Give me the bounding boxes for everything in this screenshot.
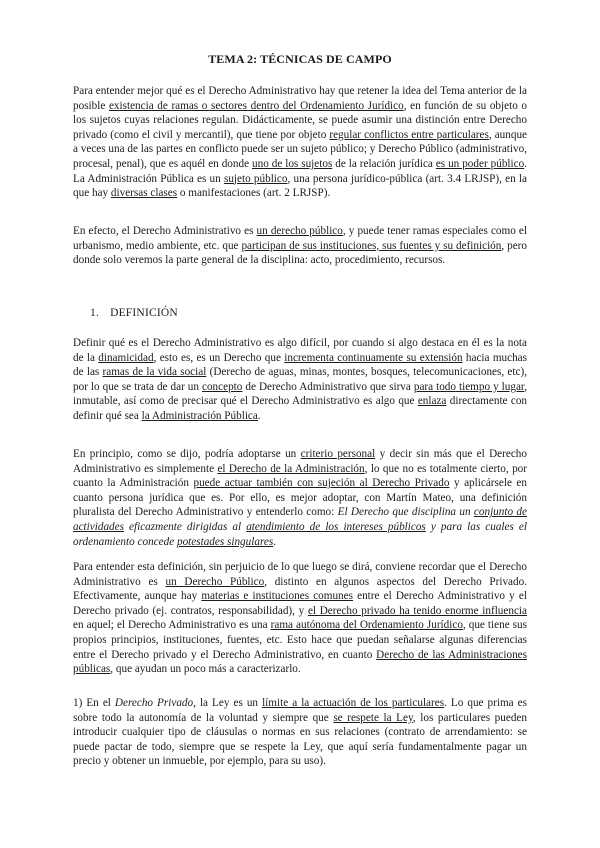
italic-phrase: Derecho Privado (114, 697, 194, 709)
text-run: y aplicársele en cuanto persona jurídica que es. Por ello, es mejor adoptar, con Martín Mateo, una definición pluralista del Derecho Administrativo y entenderlo como: (73, 477, 527, 519)
underlined-phrase: rama autónoma del Ordenamiento Jurídico (270, 619, 463, 632)
text-run: directamente con definir qué sea (73, 395, 528, 422)
text-run: . Lo que prima es sobre todo la autonomía de la voluntad y siempre que (73, 697, 527, 724)
page-title: TEMA 2: TÉCNICAS DE CAMPO (208, 52, 392, 66)
text-run: En efecto, el Derecho Administrativo es (73, 225, 257, 237)
underlined-phrase: un derecho público (256, 225, 343, 237)
text-run: , distinto en algunos aspectos del Derecho Privado. Efectivamente, aunque hay (73, 575, 527, 603)
text-run: Para entender esta definición, sin perjuicio de lo que luego se dirá, conviene recordar que el Derecho Administrativo es (73, 561, 527, 588)
text-run: , una persona jurídico-pública (art. 3.4 LRJSP), en la que hay (73, 172, 528, 200)
text-run: Para entender mejor qué es el Derecho Administrativo hay que retener la idea del Tema anterior de la posible (73, 85, 527, 112)
underlined-phrase: sujeto público (223, 172, 288, 185)
underlined-phrase: regular conflictos entre particulares (329, 128, 489, 141)
underlined-phrase: el Derecho privado ha tenido enorme influencia (307, 604, 527, 617)
italic-phrase: y para las cuales el ordenamiento concede (73, 520, 527, 548)
underlined-phrase: la Administración Pública (141, 409, 258, 422)
text-run: de Derecho Administrativo que sirva (242, 380, 414, 393)
paragraph-intro (73, 84, 527, 201)
section-heading (90, 306, 178, 321)
text-run: y decir sin más que el Derecho Administrativo es simplemente (73, 448, 527, 475)
text-run: 1) En el (73, 697, 115, 709)
underlined-phrase: es un poder público (435, 157, 525, 170)
text-run: , que ayudan un poco más a caracterizarlo. (110, 663, 301, 676)
text-run: en aquel; el Derecho Administrativo es una (73, 619, 271, 632)
text-run: entre el Derecho Administrativo y el Derecho privado (ej. contratos, responsabilidad), y (73, 590, 527, 617)
underlined-phrase: concepto (202, 380, 243, 393)
underlined-phrase: se respete la Ley (333, 711, 413, 724)
paragraph-efecto (73, 224, 527, 268)
paragraph-definir (73, 336, 527, 424)
underlined-phrase: participan de sus instituciones, sus fuentes y su definición (241, 239, 502, 252)
paragraph-derecho-privado (73, 696, 527, 769)
text-run: , que tiene sus propios principios, instituciones, fuentes, etc. Esto hace que puedan señalarse algunas diferencias entre el Derecho privado y el Derecho Administrativo, en cuanto (73, 619, 527, 661)
underlined-phrase: uno de los sujetos (252, 157, 333, 170)
paragraph-entender (73, 560, 527, 677)
underlined-phrase: ramas de la vida social (102, 366, 207, 379)
underlined-phrase: atendimiento de los intereses públicos (246, 520, 426, 533)
underlined-phrase: criterio personal (300, 448, 376, 460)
text-run: Definir qué es el Derecho Administrativo es algo difícil, por cuando si algo destaca en él es la nota de la (73, 337, 527, 364)
underlined-phrase: un Derecho Público (165, 575, 265, 588)
underlined-phrase: enlaza (417, 395, 447, 408)
section-title: DEFINICIÓN (110, 307, 178, 319)
text-run: , pero donde solo veremos la parte general de la disciplina: acto, procedimiento, recursos. (73, 239, 527, 267)
text-run: de la relación jurídica (332, 157, 436, 170)
underlined-phrase: conjunto de actividades (73, 506, 527, 533)
underlined-phrase: Derecho de las Administraciones públicas (73, 648, 527, 676)
italic-phrase: eficazmente dirigidas al (123, 520, 247, 533)
underlined-phrase: para todo tiempo y lugar (413, 380, 525, 393)
italic-phrase: El Derecho que disciplina un (337, 506, 474, 519)
text-run: hacia muchas de las (73, 351, 527, 379)
text-run: , los particulares pueden introducir cualquier tipo de cláusulas o normas en sus relaciones (contrato de arrendamiento: se puede pactar de todo, siempre que se respete la Ley, que aquí sería fundamentalmente pagar un precio y obtener un inmueble, por ejemplo, para su uso). (73, 711, 527, 768)
text-run: (Derecho de aguas, minas, montes, bosques, telecomunicaciones, etc), por lo que se trata de dar un (73, 366, 527, 393)
text-run: , inmutable, así como de precisar qué el Derecho Administrativo es algo que (73, 380, 527, 408)
text-run: En principio, como se dijo, podría adoptarse un (73, 448, 301, 460)
underlined-phrase: el Derecho de la Administración (217, 462, 365, 475)
section-number: 1. (90, 307, 100, 319)
underlined-phrase: dinamicidad (98, 351, 154, 364)
underlined-phrase: límite a la actuación de los particulares (262, 697, 445, 709)
text-run: , la Ley es un (193, 697, 263, 709)
underlined-phrase: existencia de ramas o sectores dentro del Ordenamiento Jurídico (108, 99, 404, 112)
text-run: , en función de su objeto o los sujetos cuyas relaciones regulan. Didácticamente, se puede asumir una distinción entre Derecho privado (como el civil y mercantil), que tiene por objeto (73, 99, 527, 141)
underlined-phrase: incrementa continuamente su extensión (284, 351, 463, 364)
underlined-phrase: puede actuar también con sujeción al Derecho Privado (193, 477, 450, 490)
text-run: , lo que no es totalmente cierto, por cuanto la Administración (73, 462, 527, 490)
text-run: . La Administración Pública es un (73, 157, 527, 185)
text-run: , aunque a veces una de las partes en conflicto puede ser un sujeto público; y Derecho Público (administrativo, procesal, penal), que es aquél en donde (73, 128, 527, 170)
text-run: . (257, 409, 261, 422)
text-run: , y puede tener ramas especiales como el urbanismo, medio ambiente, etc. que (73, 225, 527, 252)
underlined-phrase: diversas clases (110, 187, 178, 200)
underlined-phrase: potestades singulares (176, 535, 274, 548)
underlined-phrase: materias e instituciones comunes (201, 590, 353, 603)
paragraph-principio (73, 447, 527, 549)
text-run: o manifestaciones (art. 2 LRJSP). (177, 187, 331, 200)
text-run: . (273, 535, 276, 548)
text-run: , esto es, es un Derecho que (153, 351, 285, 364)
